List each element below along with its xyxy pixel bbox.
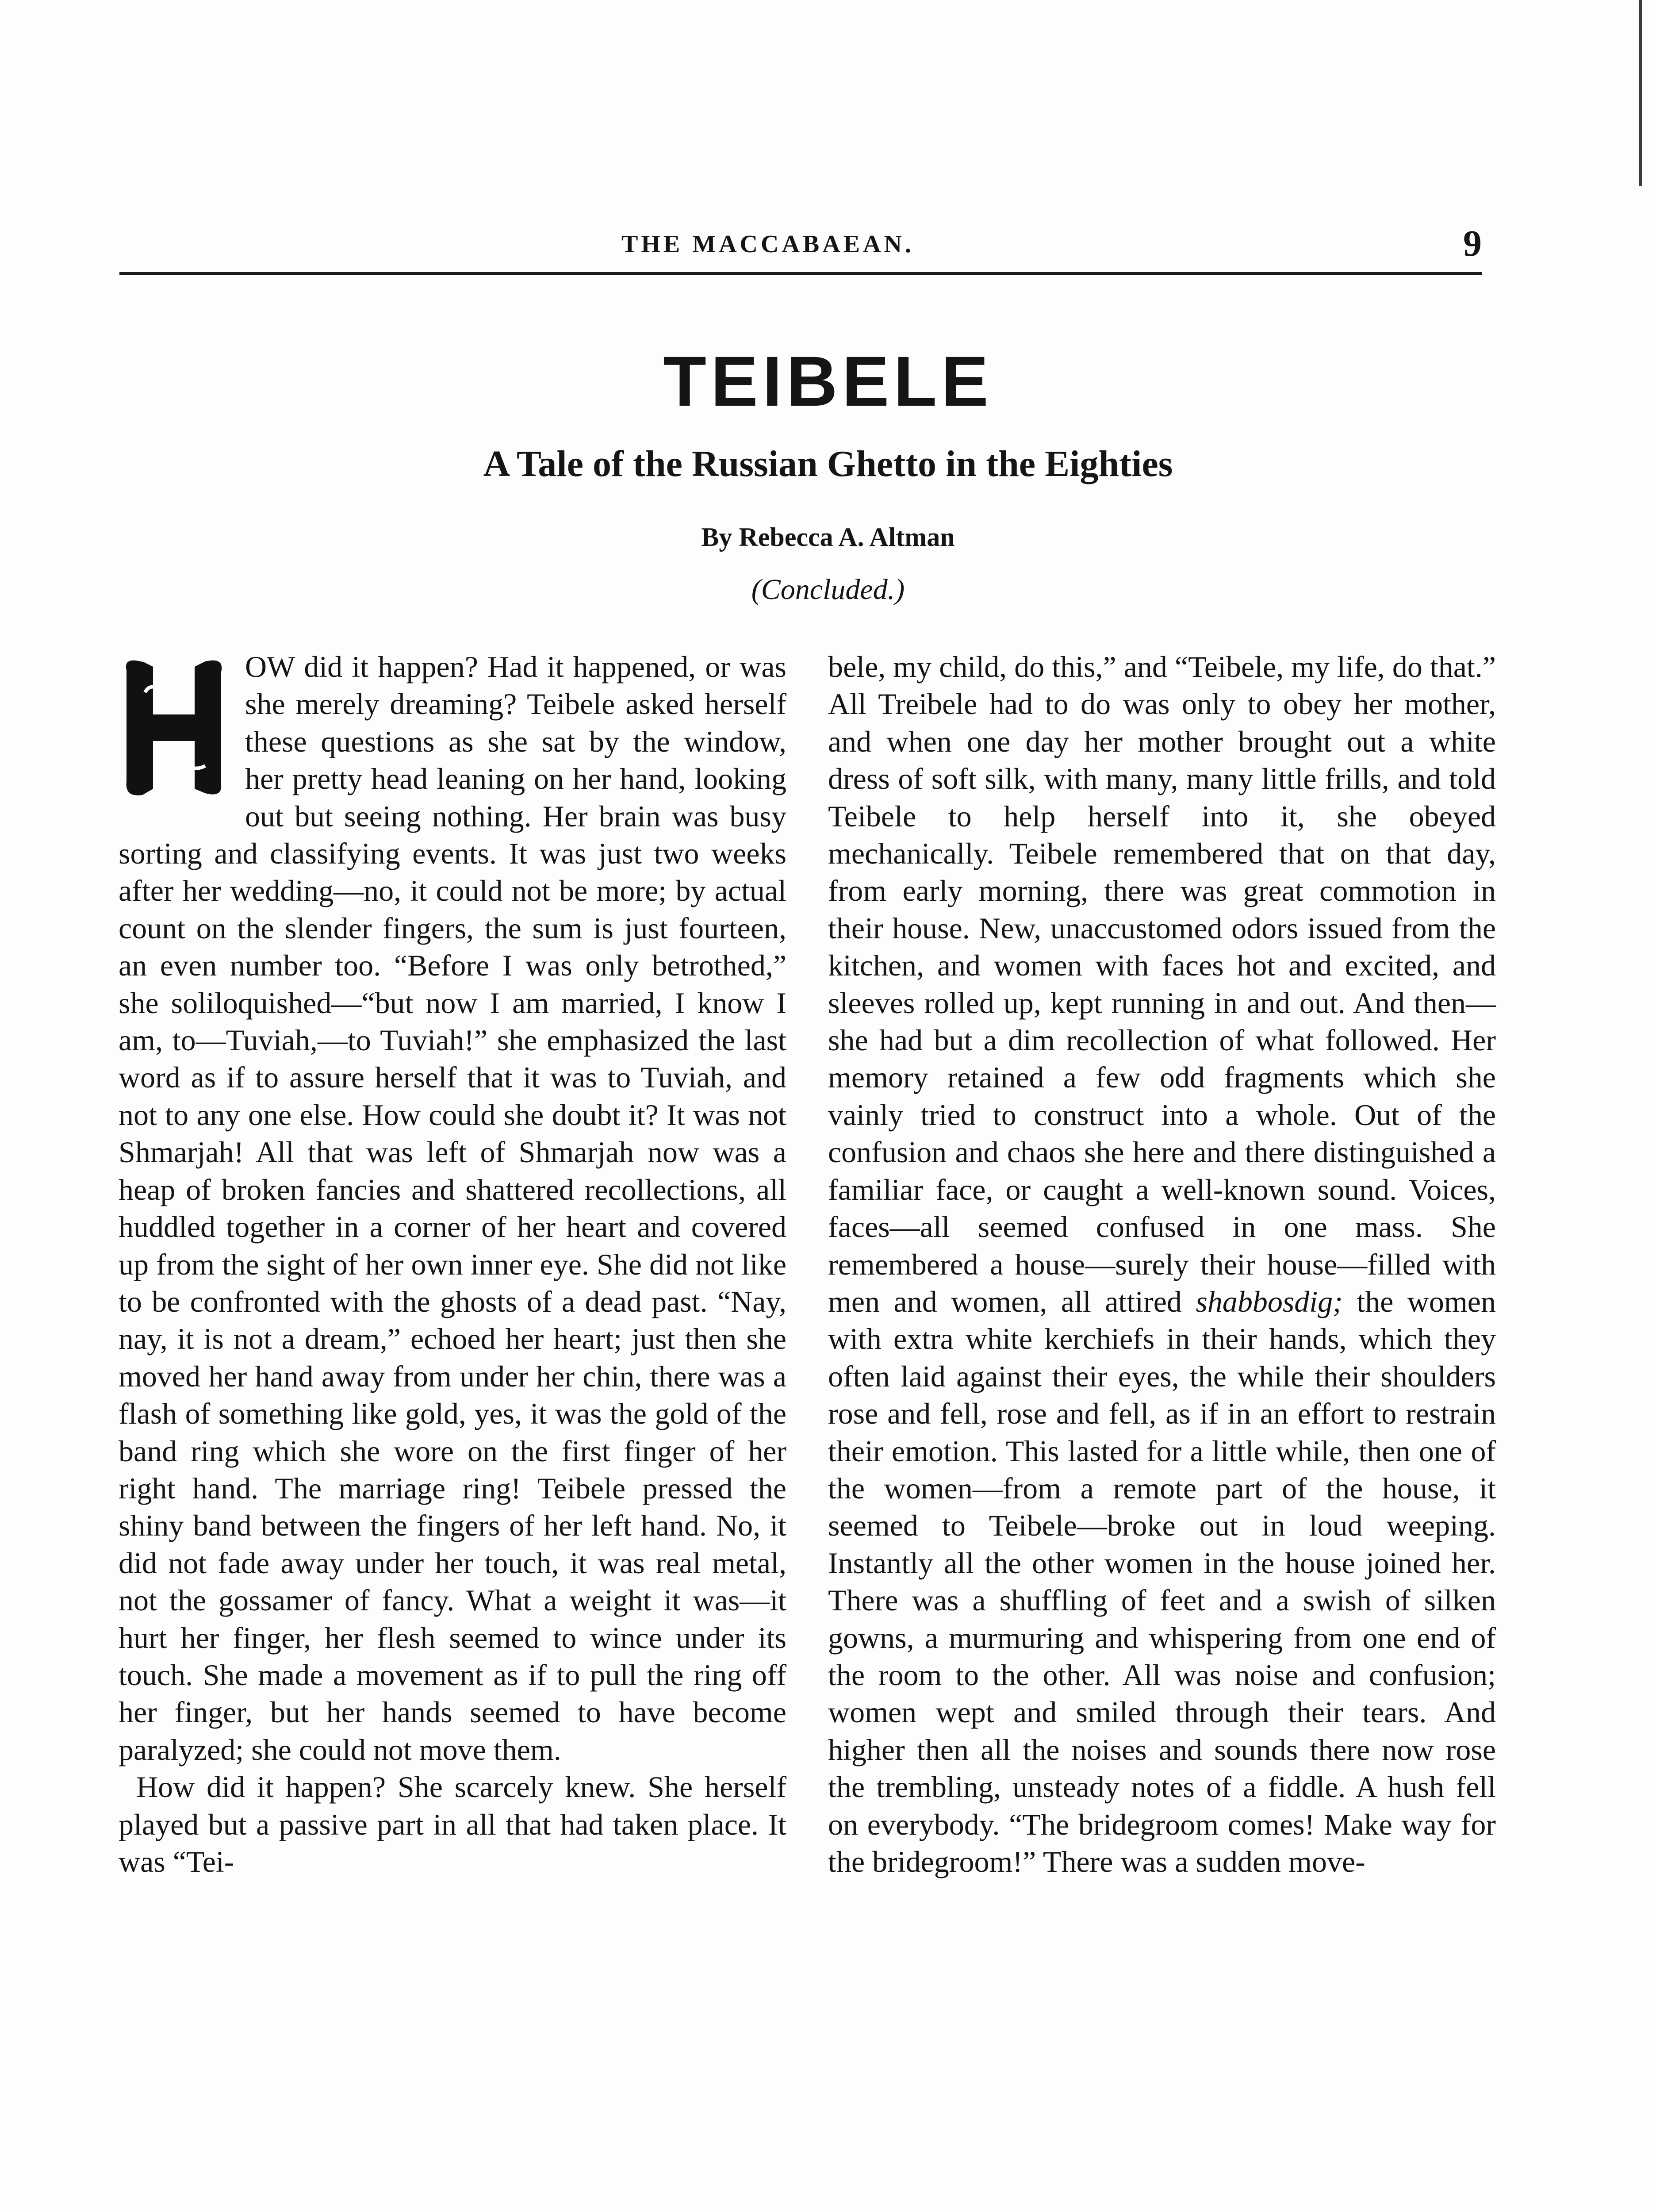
paragraph-text: the women with extra white kerchiefs in their hands, which they often laid against their eyes, the while their shoulders rose and fell, rose and fell, as if in an effort to restrain their emotion. This lasted for a little while, then one of the women—from a remote part of the house, it seemed to Teibele—broke out in loud weeping. Instantly all the other women in the house joined her. There was a shuffling of feet and a swish of silken gowns, a murmuring and whispering from one end of the room to the other. All was noise and confusion; women wept and smiled through their tears. And higher then all the noises and sounds there now rose the trembling, unsteady notes of a fiddle. A hush fell on everybody. “The bridegroom comes! Make way for the bridegroom!” There was a sudden move-: [828, 1284, 1496, 1878]
page-number: 9: [1463, 223, 1482, 264]
drop-cap-h-icon: [119, 653, 229, 799]
concluded-note: (Concluded.): [751, 573, 905, 606]
page-edge-line: [1639, 0, 1642, 186]
drop-cap: [119, 653, 229, 799]
italic-word: shabbosdig;: [1196, 1284, 1343, 1318]
paragraph-text: bele, my child, do this,” and “Teibele, my life, do that.” All Treibele had to do was only to obey her mother, and when one day her mother brought out a white dress of soft silk, with many, many little frills, and told Teibele to help herself into it, she obeyed mechanically. Teibele remembered that on that day, from early morning, there was great commotion in their house. New, unaccustomed odors issued from the kitchen, and women with faces hot and excited, and sleeves rolled up, kept running in and out. And then—she had but a dim recollection of what followed. Her memory retained a few odd fragments which she vainly tried to construct into a whole. Out of the confusion and chaos she here and there distinguished a familiar face, or caught a well-known sound. Voices, faces—all seemed confused in one mass. She remembered a house—surely their house—filled with men and women, all attired: [828, 650, 1496, 1318]
paragraph: OW did it happen? Had it happened, or was she merely dreaming? Teibele asked herself these questions as she sat by the window, her pretty head leaning on her hand, looking out but seeing nothing. Her brain was busy sorting and classifying events. It was just two weeks after her wedding—no, it could not be more; by actual count on the slender fingers, the sum is just fourteen, an even number too. “Before I was only betrothed,” she soliloquished—“but now I am married, I know I am, to—Tuviah,—to Tuviah!” she emphasized the last word as if to assure herself that it was to Tuviah, and not to any one else. How could she doubt it? It was not Shmarjah! All that was left of Shmarjah now was a heap of broken fancies and shattered recollections, all huddled together in a corner of her heart and covered up from the sight of her own inner eye. She did not like to be confronted with the ghosts of a dead past. “Nay, nay, it is not a dream,” echoed her heart; just then she moved her hand away from under her chin, there was a flash of something like gold, yes, it was the gold of the band ring which she wore on the first finger of her right hand. The marriage ring! Teibele pressed the shiny band between the fingers of her left hand. No, it did not fade away under her touch, it was real metal, not the gossamer of fancy. What a weight it was—it hurt her finger, her flesh seemed to wince under its touch. She made a movement as if to pull the ring off her finger, but her hands seemed to have become paralyzed; she could not move them.: [119, 650, 786, 1767]
paragraph: How did it happen? She scarcely knew. She herself played but a passive part in all that had taken place. It was “Tei-: [119, 1770, 786, 1878]
article-subtitle: A Tale of the Russian Ghetto in the Eighties: [483, 443, 1173, 484]
article-title: TEIBELE: [663, 342, 993, 421]
left-column: [119, 648, 786, 1880]
right-column: [828, 648, 1496, 1880]
running-head: [119, 223, 1482, 264]
article-byline: By Rebecca A. Altman: [701, 522, 955, 552]
paragraph: [828, 648, 1496, 1880]
header-rule: [119, 272, 1482, 275]
journal-title: THE MACCABAEAN.: [621, 230, 914, 258]
